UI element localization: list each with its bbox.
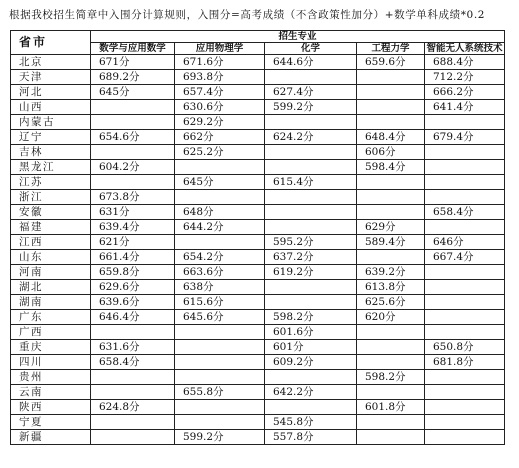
province-cell: 浙江 <box>11 190 91 205</box>
score-cell <box>175 370 265 385</box>
score-cell <box>357 340 425 355</box>
score-cell <box>265 370 357 385</box>
score-cell <box>357 175 425 190</box>
score-cell: 659.6分 <box>357 55 425 70</box>
score-cell: 693.8分 <box>175 70 265 85</box>
score-cell <box>425 295 505 310</box>
group-header-row <box>11 31 505 43</box>
major-group-header: 招生专业 <box>91 31 505 43</box>
province-cell: 重庆 <box>11 340 91 355</box>
score-cell <box>425 325 505 340</box>
score-cell <box>175 190 265 205</box>
score-cell <box>357 415 425 430</box>
score-cell: 629分 <box>357 220 425 235</box>
score-cell: 639.4分 <box>91 220 175 235</box>
score-cell <box>425 175 505 190</box>
table-row <box>11 250 505 265</box>
score-cell: 688.4分 <box>425 55 505 70</box>
score-cell <box>265 115 357 130</box>
score-cell: 601分 <box>265 340 357 355</box>
score-cell <box>357 70 425 85</box>
score-cell: 601.8分 <box>357 400 425 415</box>
table-row <box>11 355 505 370</box>
table-row <box>11 175 505 190</box>
table-row <box>11 145 505 160</box>
score-cell: 601.6分 <box>265 325 357 340</box>
table-row <box>11 190 505 205</box>
score-cell <box>425 370 505 385</box>
table-row <box>11 370 505 385</box>
score-cell: 630.6分 <box>175 100 265 115</box>
score-cell: 654.2分 <box>175 250 265 265</box>
score-cell <box>425 220 505 235</box>
score-cell <box>357 100 425 115</box>
score-cell: 638分 <box>175 280 265 295</box>
table-row <box>11 70 505 85</box>
table-row <box>11 160 505 175</box>
major-header-4: 智能无人系统技术 <box>425 43 505 55</box>
province-cell: 河北 <box>11 85 91 100</box>
score-cell: 671分 <box>91 55 175 70</box>
province-cell: 宁夏 <box>11 415 91 430</box>
score-cell: 689.2分 <box>91 70 175 85</box>
table-row <box>11 400 505 415</box>
score-cell: 648分 <box>175 205 265 220</box>
table-row <box>11 85 505 100</box>
table-row <box>11 265 505 280</box>
score-cell <box>425 190 505 205</box>
province-cell: 江苏 <box>11 175 91 190</box>
score-cell: 658.4分 <box>91 355 175 370</box>
province-cell: 河南 <box>11 265 91 280</box>
score-cell <box>265 70 357 85</box>
score-cell: 637.2分 <box>265 250 357 265</box>
score-cell <box>265 205 357 220</box>
score-cell: 642.2分 <box>265 385 357 400</box>
score-cell <box>425 160 505 175</box>
score-cell: 631分 <box>91 205 175 220</box>
score-cell <box>175 325 265 340</box>
score-cell: 613.8分 <box>357 280 425 295</box>
score-cell: 644.2分 <box>175 220 265 235</box>
score-cell <box>265 400 357 415</box>
page-caption: 根据我校招生简章中入围分计算规则，入围分=高考成绩（不含政策性加分）+数学单科成绩*0.2 <box>9 9 486 21</box>
score-cell: 658.4分 <box>425 205 505 220</box>
score-cell: 679.4分 <box>425 130 505 145</box>
province-cell: 广西 <box>11 325 91 340</box>
table-row <box>11 385 505 400</box>
score-cell <box>425 265 505 280</box>
province-cell: 四川 <box>11 355 91 370</box>
province-column-header: 省市 <box>11 31 91 55</box>
score-cell <box>175 400 265 415</box>
score-cell <box>265 220 357 235</box>
table-row <box>11 130 505 145</box>
score-cell: 615.4分 <box>265 175 357 190</box>
major-header-2: 化学 <box>265 43 357 55</box>
score-cell: 589.4分 <box>357 235 425 250</box>
score-cell <box>425 280 505 295</box>
score-cell: 661.4分 <box>91 250 175 265</box>
province-cell: 黑龙江 <box>11 160 91 175</box>
score-cell <box>175 160 265 175</box>
score-cell <box>265 145 357 160</box>
score-cell: 645.6分 <box>175 310 265 325</box>
province-cell: 内蒙古 <box>11 115 91 130</box>
score-cell <box>357 325 425 340</box>
score-cell: 645分 <box>175 175 265 190</box>
score-cell: 620分 <box>357 310 425 325</box>
score-cell <box>175 340 265 355</box>
score-cell: 646.4分 <box>91 310 175 325</box>
score-cell <box>91 385 175 400</box>
table-row <box>11 280 505 295</box>
table-row <box>11 310 505 325</box>
score-cell <box>91 115 175 130</box>
score-cell: 629.2分 <box>175 115 265 130</box>
table-row <box>11 415 505 430</box>
province-cell: 湖北 <box>11 280 91 295</box>
table-row <box>11 430 505 445</box>
score-cell: 599.2分 <box>265 100 357 115</box>
score-cell <box>357 85 425 100</box>
score-cell <box>425 400 505 415</box>
score-cell <box>91 370 175 385</box>
table-row <box>11 340 505 355</box>
score-cell <box>425 430 505 445</box>
province-cell: 云南 <box>11 385 91 400</box>
table-row <box>11 115 505 130</box>
score-cell: 557.8分 <box>265 430 357 445</box>
score-cell: 681.8分 <box>425 355 505 370</box>
score-cell: 639.6分 <box>91 295 175 310</box>
score-cell: 639.2分 <box>357 265 425 280</box>
score-cell: 655.8分 <box>175 385 265 400</box>
score-cell: 627.4分 <box>265 85 357 100</box>
score-cell: 631.6分 <box>91 340 175 355</box>
score-cell: 625.2分 <box>175 145 265 160</box>
score-cell: 615.6分 <box>175 295 265 310</box>
score-cell <box>425 415 505 430</box>
table-row <box>11 55 505 70</box>
table-row <box>11 235 505 250</box>
score-cell <box>91 100 175 115</box>
score-cell <box>175 355 265 370</box>
score-cell: 645分 <box>91 85 175 100</box>
score-cell: 650.8分 <box>425 340 505 355</box>
province-cell: 江西 <box>11 235 91 250</box>
score-cell <box>91 145 175 160</box>
score-cell <box>91 430 175 445</box>
score-cell <box>357 250 425 265</box>
score-cell <box>357 205 425 220</box>
score-cell: 712.2分 <box>425 70 505 85</box>
score-cell <box>425 385 505 400</box>
score-cell: 673.8分 <box>91 190 175 205</box>
score-cell <box>425 310 505 325</box>
score-cell: 646分 <box>425 235 505 250</box>
province-cell: 安徽 <box>11 205 91 220</box>
province-cell: 山东 <box>11 250 91 265</box>
province-cell: 山西 <box>11 100 91 115</box>
province-cell: 吉林 <box>11 145 91 160</box>
score-cell <box>91 415 175 430</box>
score-cell: 663.6分 <box>175 265 265 280</box>
score-table-body <box>11 55 505 445</box>
province-cell: 天津 <box>11 70 91 85</box>
score-cell <box>265 295 357 310</box>
score-cell: 598.2分 <box>357 370 425 385</box>
score-cell: 609.2分 <box>265 355 357 370</box>
province-cell: 湖南 <box>11 295 91 310</box>
score-cell: 621分 <box>91 235 175 250</box>
score-cell: 604.2分 <box>91 160 175 175</box>
admission-score-table <box>10 30 505 445</box>
score-cell: 671.6分 <box>175 55 265 70</box>
province-cell: 贵州 <box>11 370 91 385</box>
table-row <box>11 220 505 235</box>
score-cell: 659.8分 <box>91 265 175 280</box>
score-cell: 641.4分 <box>425 100 505 115</box>
province-cell: 福建 <box>11 220 91 235</box>
score-cell: 666.2分 <box>425 85 505 100</box>
score-cell: 625.6分 <box>357 295 425 310</box>
score-cell: 657.4分 <box>175 85 265 100</box>
score-cell <box>175 235 265 250</box>
score-cell: 598.4分 <box>357 160 425 175</box>
score-cell: 624.8分 <box>91 400 175 415</box>
score-cell: 662分 <box>175 130 265 145</box>
score-cell <box>357 355 425 370</box>
table-row <box>11 205 505 220</box>
score-cell: 599.2分 <box>175 430 265 445</box>
major-header-1: 应用物理学 <box>175 43 265 55</box>
score-cell <box>265 190 357 205</box>
score-cell <box>265 160 357 175</box>
score-cell <box>357 115 425 130</box>
score-cell: 598.2分 <box>265 310 357 325</box>
score-cell <box>357 190 425 205</box>
score-cell: 545.8分 <box>265 415 357 430</box>
table-row <box>11 325 505 340</box>
score-cell: 629.6分 <box>91 280 175 295</box>
score-cell <box>425 115 505 130</box>
major-header-3: 工程力学 <box>357 43 425 55</box>
table-row <box>11 100 505 115</box>
score-cell: 619.2分 <box>265 265 357 280</box>
score-cell <box>175 415 265 430</box>
score-cell: 644.6分 <box>265 55 357 70</box>
score-cell: 648.4分 <box>357 130 425 145</box>
score-cell <box>357 385 425 400</box>
score-cell: 595.2分 <box>265 235 357 250</box>
province-cell: 北京 <box>11 55 91 70</box>
province-cell: 广东 <box>11 310 91 325</box>
score-cell: 667.4分 <box>425 250 505 265</box>
score-cell: 606分 <box>357 145 425 160</box>
score-cell <box>91 175 175 190</box>
score-cell <box>425 145 505 160</box>
table-row <box>11 295 505 310</box>
score-cell <box>265 280 357 295</box>
score-cell: 624.2分 <box>265 130 357 145</box>
province-cell: 陕西 <box>11 400 91 415</box>
province-cell: 辽宁 <box>11 130 91 145</box>
score-cell: 654.6分 <box>91 130 175 145</box>
province-cell: 新疆 <box>11 430 91 445</box>
score-cell <box>357 430 425 445</box>
score-cell <box>91 325 175 340</box>
major-header-0: 数学与应用数学 <box>91 43 175 55</box>
